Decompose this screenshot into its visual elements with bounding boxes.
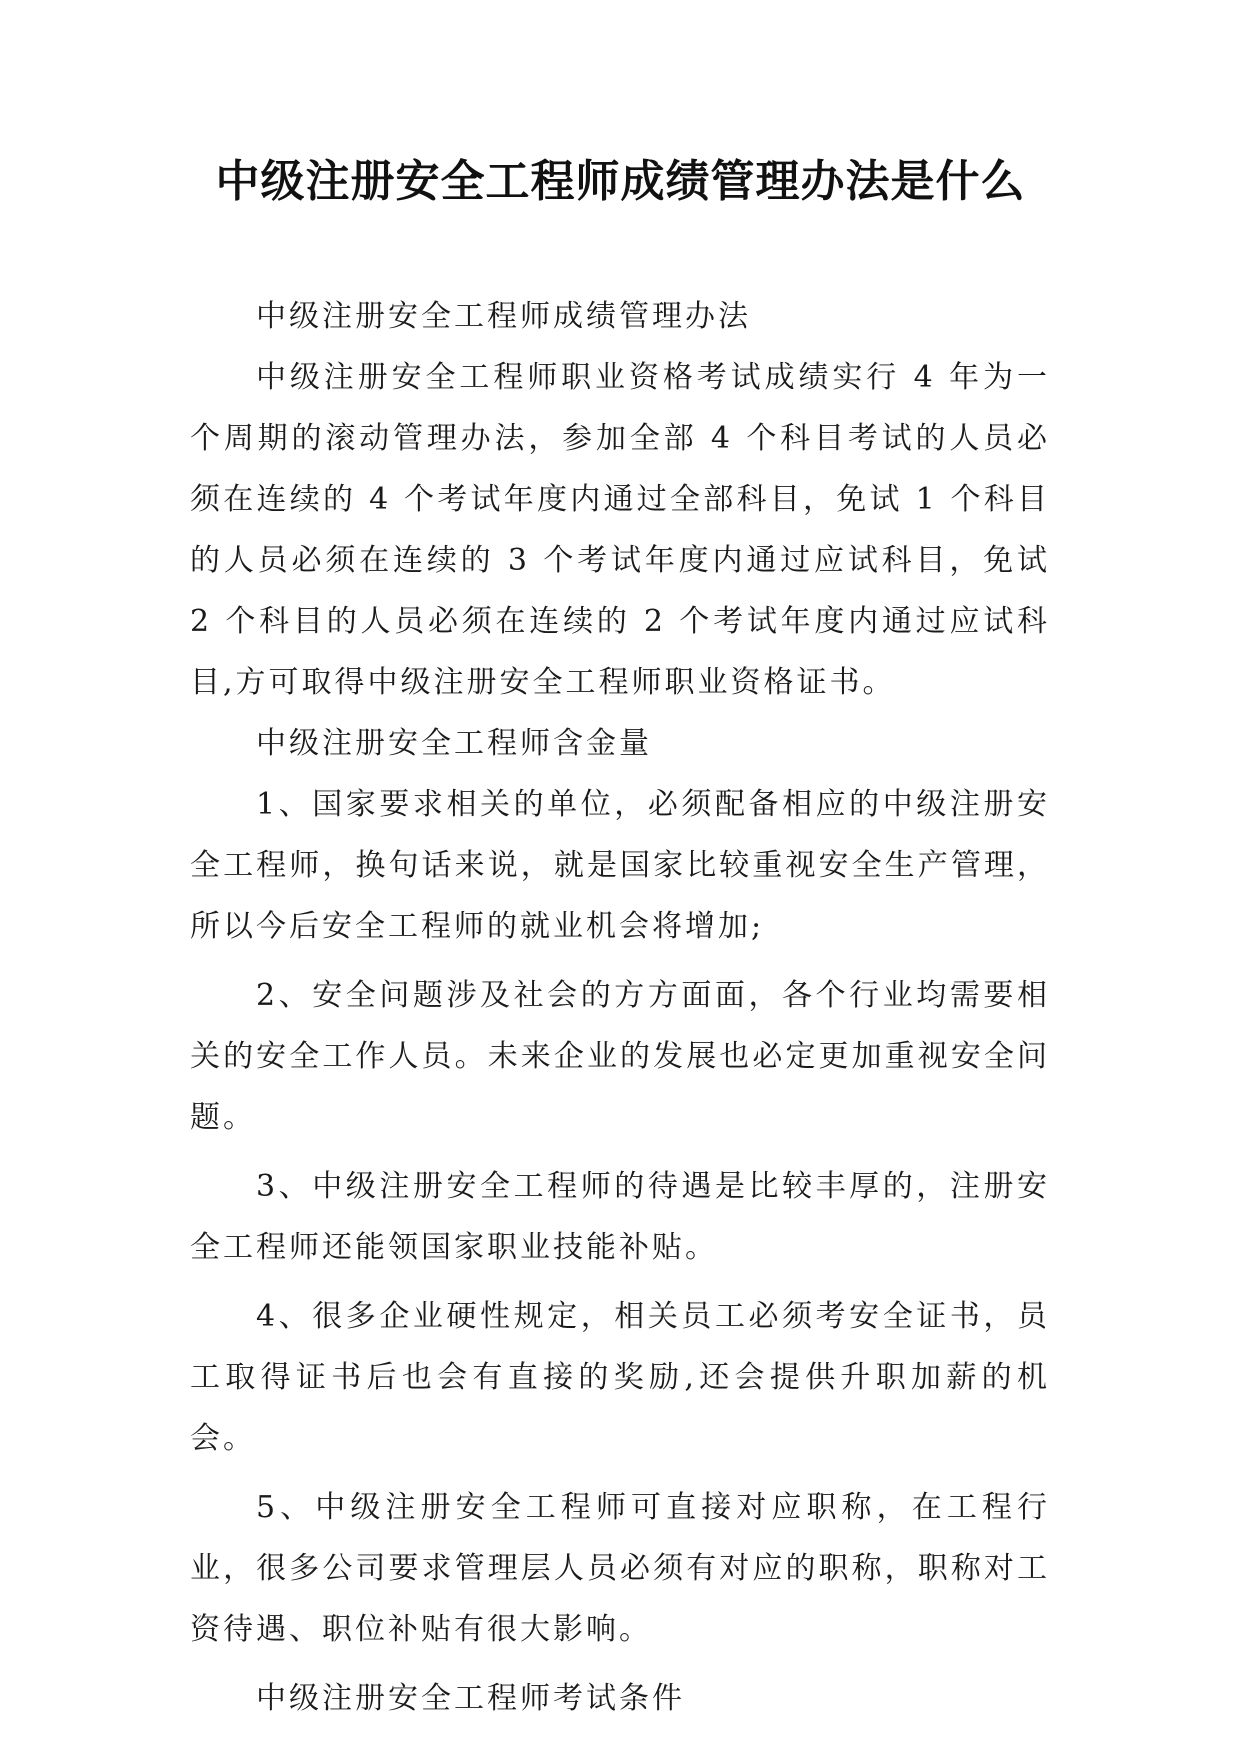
section-heading-value: 中级注册安全工程师含金量 bbox=[256, 726, 652, 761]
list-item-4: 4、很多企业硬性规定，相关员工必须考安全证书，员工取得证书后也会有直接的奖励,还会提供升职加薪的机会。 bbox=[190, 1299, 1050, 1456]
list-item-5: 5、中级注册安全工程师可直接对应职称，在工程行业，很多公司要求管理层人员必须有对应的职称，职称对工资待遇、职位补贴有很大影响。 bbox=[190, 1490, 1050, 1647]
section-heading-score-management: 中级注册安全工程师成绩管理办法 bbox=[256, 299, 751, 334]
paragraph-score-rules: 中级注册安全工程师职业资格考试成绩实行 4 年为一个周期的滚动管理办法，参加全部 4 个科目考试的人员必须在连续的 4 个考试年度内通过全部科目，免试 1 个科目的人员必须在连续的 3 个考试年度内通过应试科目，免试 2 个科目的人员必须在连续的 2 个考试年度内通过应试科目,方可取得中级注册安全工程师职业资格证书。 bbox=[190, 360, 1050, 700]
section-heading-exam-conditions: 中级注册安全工程师考试条件 bbox=[256, 1681, 685, 1716]
document-body bbox=[190, 286, 1050, 1729]
document-title: 中级注册安全工程师成绩管理办法是什么 bbox=[215, 156, 1026, 207]
list-item-1: 1、国家要求相关的单位，必须配备相应的中级注册安全工程师，换句话来说，就是国家比较重视安全生产管理，所以今后安全工程师的就业机会将增加; bbox=[190, 787, 1050, 944]
list-item-2: 2、安全问题涉及社会的方方面面，各个行业均需要相关的安全工作人员。未来企业的发展也必定更加重视安全问题。 bbox=[190, 978, 1050, 1135]
list-item-3: 3、中级注册安全工程师的待遇是比较丰厚的，注册安全工程师还能领国家职业技能补贴。 bbox=[190, 1169, 1050, 1265]
